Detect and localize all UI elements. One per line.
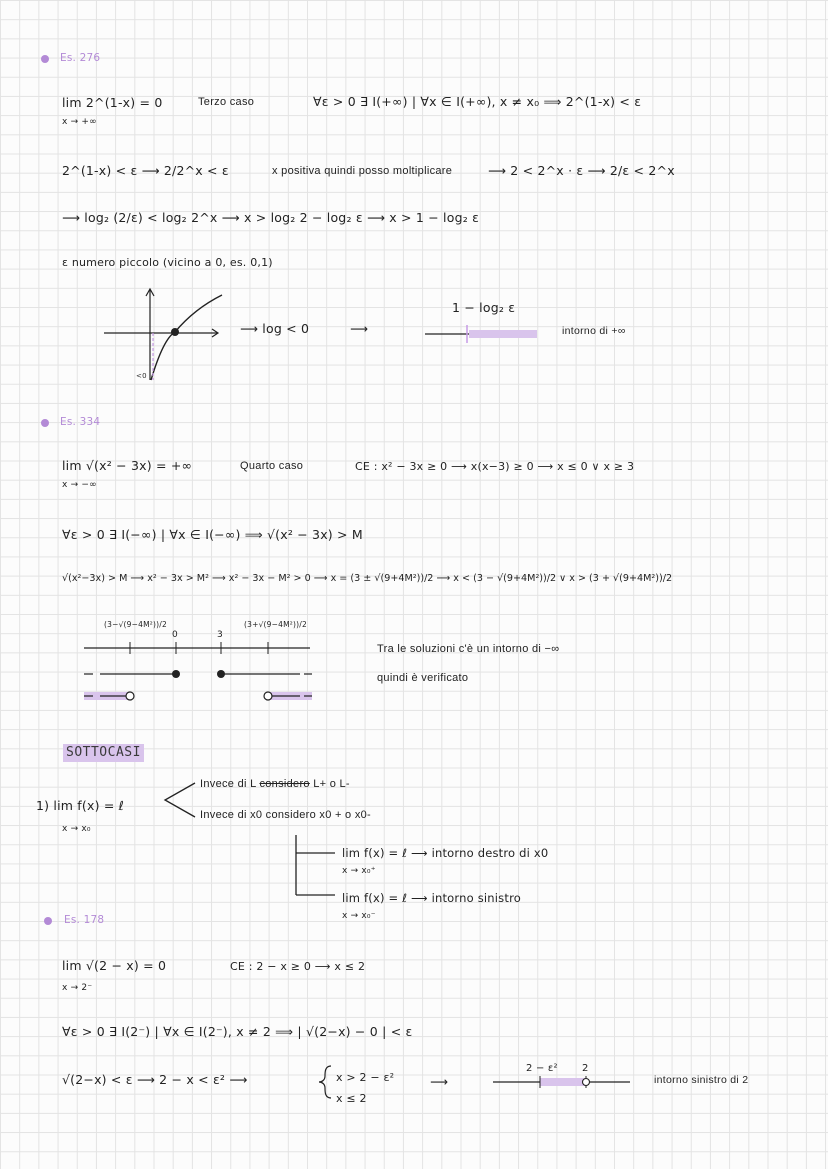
branch1-b: L+ o L- [309, 778, 350, 790]
step1b-276: ⟶ 2 < 2^x · ε ⟶ 2/ε < 2^x [488, 163, 675, 178]
conclusion-178: intorno sinistro di 2 [654, 1074, 749, 1086]
left-limit-sub: x → x₀⁻ [342, 911, 376, 921]
sottocasi-title: SOTTOCASI [63, 744, 144, 762]
note-276: x positiva quindi posso moltiplicare [272, 165, 453, 177]
exercise-label-178: Es. 178 [64, 914, 105, 926]
log-negative-276: ⟶ log < 0 [240, 321, 310, 336]
case-label-334: Quarto caso [240, 460, 304, 472]
exercise-label-276: Es. 276 [60, 52, 101, 64]
ce-178: CE : 2 − x ≥ 0 ⟶ x ≤ 2 [230, 960, 366, 973]
lt0-label: <0 [136, 372, 147, 380]
case-label-276: Terzo caso [198, 96, 255, 108]
step-334: √(x²−3x) > M ⟶ x² − 3x > M² ⟶ x² − 3x − M² > 0 ⟶ x = (3 ± √(9+4M²))/2 ⟶ x < (3 − √(9+4M²))/2 ∨ x > (3 + √(9+4M²))/2 [62, 573, 673, 584]
tick-a-178: 2 − ε² [526, 1063, 558, 1074]
tick-b-334: (3+√(9−4M²))/2 [244, 620, 307, 629]
neighborhood-label-276: 1 − log₂ ε [452, 300, 516, 315]
limit-178: lim √(2 − x) = 0 [62, 958, 167, 973]
conclusion1-334: Tra le soluzioni c'è un intorno di −∞ [377, 643, 560, 655]
left-limit: lim f(x) = ℓ ⟶ intorno sinistro [342, 891, 521, 905]
definition-334: ∀ε > 0 ∃ I(−∞) | ∀x ∈ I(−∞) ⟹ √(x² − 3x) > M [62, 527, 363, 542]
implication-arrow-276: ⟶ [350, 321, 369, 336]
subcase-item: 1) lim f(x) = ℓ [36, 798, 125, 813]
branch1-strike: considero [259, 778, 310, 790]
limit-sub-178: x → 2⁻ [62, 983, 93, 993]
subcase-item-sub: x → x₀ [62, 824, 91, 834]
tick-a-334: (3−√(9−4M²))/2 [104, 620, 167, 629]
definition-276: ∀ε > 0 ∃ I(+∞) | ∀x ∈ I(+∞), x ≠ x₀ ⟹ 2^(1-x) < ε [313, 94, 642, 109]
definition-178: ∀ε > 0 ∃ I(2⁻) | ∀x ∈ I(2⁻), x ≠ 2 ⟹ | √(2−x) − 0 | < ε [62, 1024, 413, 1039]
right-limit-sub: x → x₀⁺ [342, 866, 376, 876]
step2-276: ⟶ log₂ (2/ε) < log₂ 2^x ⟶ x > log₂ 2 − log₂ ε ⟶ x > 1 − log₂ ε [62, 210, 480, 225]
epsilon-note-276: ε numero piccolo (vicino a 0, es. 0,1) [62, 256, 273, 269]
limit-sub-334: x → −∞ [62, 480, 97, 490]
step1-276: 2^(1-x) < ε ⟶ 2/2^x < ε [62, 163, 229, 178]
conclusion2-334: quindi è verificato [377, 672, 469, 684]
neighborhood-text-276: intorno di +∞ [562, 325, 626, 337]
system-line1: x > 2 − ε² [336, 1071, 395, 1084]
limit-sub-276: x → +∞ [62, 117, 97, 127]
tick-3-334: 3 [217, 630, 223, 640]
implication-arrow-178: ⟶ [430, 1074, 449, 1089]
tick-0-334: 0 [172, 630, 178, 640]
branch2: Invece di x0 considero x0 + o x0- [200, 809, 372, 821]
system-line2: x ≤ 2 [336, 1092, 367, 1105]
right-limit: lim f(x) = ℓ ⟶ intorno destro di x0 [342, 846, 549, 860]
tick-b-178: 2 [582, 1063, 589, 1074]
ce-334: CE : x² − 3x ≥ 0 ⟶ x(x−3) ≥ 0 ⟶ x ≤ 0 ∨ x ≥ 3 [355, 460, 635, 473]
step-178: √(2−x) < ε ⟶ 2 − x < ε² ⟶ [62, 1072, 248, 1087]
limit-276: lim 2^(1-x) = 0 [62, 95, 163, 110]
exercise-label-334: Es. 334 [60, 416, 101, 428]
limit-334: lim √(x² − 3x) = +∞ [62, 458, 193, 473]
branch1-a: Invece di L [200, 778, 260, 790]
